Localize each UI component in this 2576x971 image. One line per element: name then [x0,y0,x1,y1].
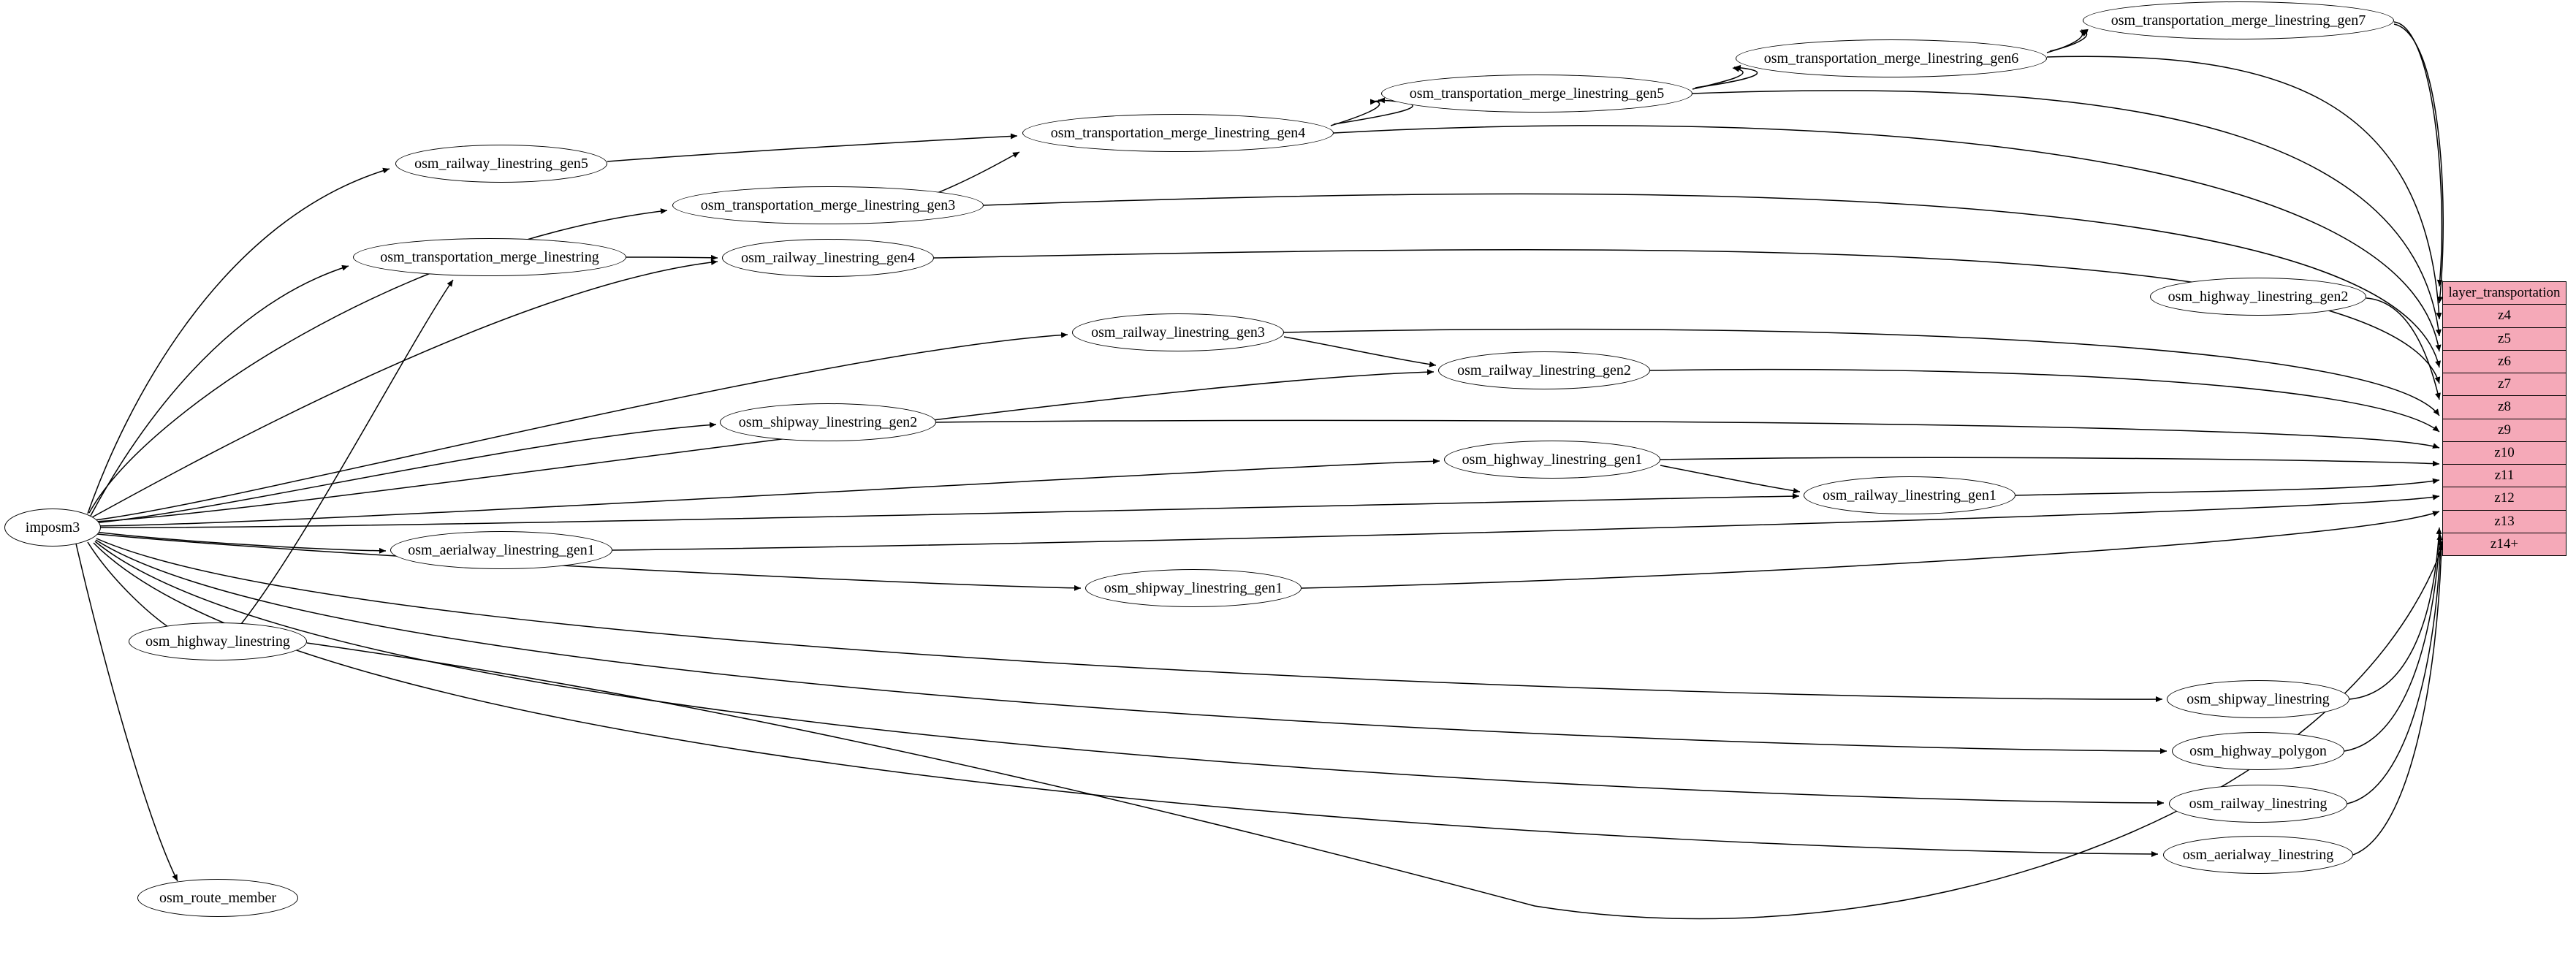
node-osm-railway-linestring-gen1[interactable] [1804,476,2015,514]
table-header: layer_transportation [2443,282,2566,305]
table-row: z13 [2443,511,2566,533]
node-osm-railway-linestring-gen2[interactable] [1438,351,1650,389]
node-osm-railway-linestring-gen4[interactable] [722,239,934,277]
node-label: osm_transportation_merge_linestring_gen7 [2110,12,2366,28]
table-row: z10 [2443,442,2566,465]
node-label: osm_transportation_merge_linestring_gen3 [700,197,956,213]
node-label: osm_highway_polygon [2189,743,2327,759]
node-osm-transportation-merge-linestring-gen3[interactable] [672,186,984,224]
node-label: osm_aerialway_linestring [2182,847,2334,863]
node-osm-shipway-linestring[interactable] [2167,680,2349,718]
node-label: osm_shipway_linestring [2186,691,2330,707]
node-label: osm_aerialway_linestring_gen1 [408,542,595,558]
table-row: z11 [2443,465,2566,487]
node-osm-transportation-merge-linestring-gen5[interactable] [1381,75,1692,113]
node-osm-aerialway-linestring-gen1[interactable] [390,531,612,569]
node-label: osm_shipway_linestring_gen1 [1103,580,1283,596]
node-imposm3[interactable] [4,509,101,547]
node-layer-transportation[interactable] [2442,281,2566,556]
node-label: osm_railway_linestring_gen1 [1823,487,1996,503]
node-label: osm_highway_linestring [145,633,290,650]
node-osm-transportation-merge-linestring[interactable] [353,238,626,276]
node-osm-shipway-linestring-gen2[interactable] [720,403,936,441]
table-row: z7 [2443,373,2566,396]
node-osm-shipway-linestring-gen1[interactable] [1085,569,1302,607]
node-osm-railway-linestring-gen3[interactable] [1072,313,1284,351]
table-row: z4 [2443,305,2566,327]
node-label: osm_railway_linestring_gen3 [1091,324,1265,340]
node-label: osm_railway_linestring_gen2 [1457,362,1631,378]
node-osm-railway-linestring-gen5[interactable] [395,145,607,183]
table-row: z12 [2443,487,2566,510]
node-osm-transportation-merge-linestring-gen4[interactable] [1022,114,1334,152]
node-osm-highway-linestring-gen2[interactable] [2150,278,2366,316]
node-osm-route-member[interactable] [137,879,298,917]
node-osm-transportation-merge-linestring-gen7[interactable] [2083,1,2394,39]
table-row: z5 [2443,328,2566,351]
table-row: z8 [2443,396,2566,419]
node-label: osm_railway_linestring [2189,796,2328,812]
node-osm-highway-linestring[interactable] [129,622,307,660]
node-osm-aerialway-linestring[interactable] [2163,836,2353,874]
node-osm-railway-linestring[interactable] [2169,785,2347,823]
table-row: z9 [2443,419,2566,442]
node-label: osm_highway_linestring_gen2 [2167,289,2349,305]
node-label: osm_railway_linestring_gen5 [414,156,588,172]
table-row: z6 [2443,351,2566,373]
table-row: z14+ [2490,536,2519,552]
node-label: osm_transportation_merge_linestring_gen5 [1409,85,1665,102]
node-label: osm_route_member [159,890,276,906]
node-label: osm_shipway_linestring_gen2 [738,414,918,430]
node-label: osm_transportation_merge_linestring [380,249,599,265]
node-label: osm_railway_linestring_gen4 [741,250,915,266]
node-label: imposm3 [25,519,80,536]
node-label: osm_transportation_merge_linestring_gen4 [1050,125,1306,141]
node-label: osm_highway_linestring_gen1 [1462,452,1643,468]
node-osm-transportation-merge-linestring-gen6[interactable] [1736,39,2047,77]
node-osm-highway-polygon[interactable] [2172,732,2344,770]
node-label: osm_transportation_merge_linestring_gen6 [1763,50,2019,66]
node-osm-highway-linestring-gen1[interactable] [1444,441,1660,479]
